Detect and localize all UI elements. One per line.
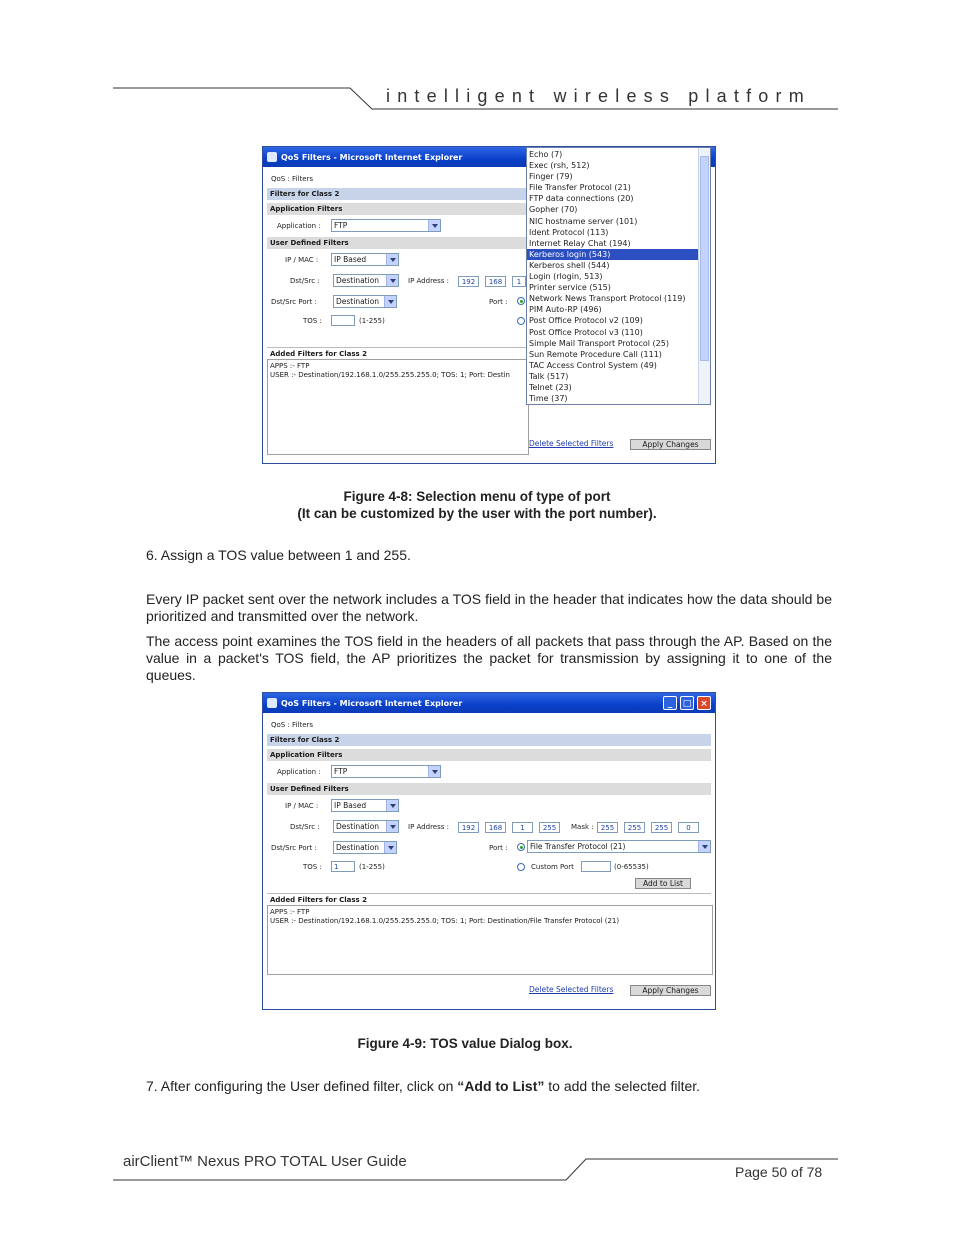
port-radio-list[interactable] [517, 843, 525, 851]
dst-src-label: Dst/Src : [290, 823, 320, 831]
step-7-emphasis: “Add to List” [457, 1078, 545, 1094]
ip-mac-value: IP Based [334, 801, 367, 810]
apply-changes-button[interactable]: Apply Changes [630, 439, 711, 450]
port-option[interactable]: Simple Mail Transport Protocol (25) [529, 338, 669, 348]
dropdown-scrollbar[interactable] [698, 148, 710, 404]
application-filters-heading: Application Filters [267, 203, 711, 215]
dst-src-value: Destination [336, 822, 380, 831]
port-dropdown-list[interactable] [526, 147, 711, 405]
figure1-caption-line1: Figure 4-8: Selection menu of type of port [343, 489, 611, 504]
port-option[interactable]: Kerberos login (543) [527, 249, 710, 260]
user-defined-heading: User Defined Filters [267, 237, 711, 249]
ip-address-label: IP Address : [408, 277, 449, 285]
port-radio-custom[interactable] [517, 317, 525, 325]
dst-src-label: Dst/Src : [290, 277, 320, 285]
port-select[interactable] [527, 840, 711, 853]
ip-mac-select[interactable] [331, 253, 399, 266]
ip-octet-3[interactable]: 1 [512, 276, 526, 287]
minimize-icon[interactable]: _ [663, 696, 677, 710]
port-option[interactable]: Post Office Protocol v3 (110) [529, 327, 643, 337]
tos-input[interactable]: 1 [331, 861, 355, 872]
application-value: FTP [334, 221, 348, 230]
ip-mac-label: IP / MAC : [285, 256, 319, 264]
added-filters-list[interactable] [267, 905, 713, 975]
application-select[interactable] [331, 765, 441, 778]
close-icon[interactable]: × [697, 696, 711, 710]
added-filter-line: APPS :- FTP [270, 362, 310, 370]
add-to-list-button[interactable]: Add to List [635, 878, 691, 889]
port-option[interactable]: NIC hostname server (101) [529, 216, 638, 226]
paragraph-ap-prioritizes: The access point examines the TOS field in the headers of all packets that pass through the AP. Based on the value in a packet's TOS field, the AP prioritizes the packet for transmission by assigning it to one of the queues. [146, 633, 832, 683]
port-option[interactable]: Telnet (23) [529, 382, 572, 392]
footer-page-number: Page 50 of 78 [735, 1164, 823, 1180]
step-7-prefix: 7. After configuring the User defined filter, click on [146, 1078, 458, 1094]
ip-octet-1[interactable]: 192 [458, 822, 479, 833]
header-tagline: intelligent wireless platform [386, 86, 811, 106]
port-option[interactable]: Ident Protocol (113) [529, 227, 609, 237]
dst-src-port-value: Destination [336, 843, 380, 852]
window-titlebar [263, 693, 715, 713]
delete-selected-filters-link[interactable]: Delete Selected Filters [529, 439, 614, 448]
tos-input[interactable] [331, 315, 355, 326]
scrollbar-thumb[interactable] [700, 156, 709, 361]
ip-octet-2[interactable]: 168 [485, 276, 506, 287]
custom-port-label: Custom Port [531, 863, 574, 871]
ip-mac-value: IP Based [334, 255, 367, 264]
dst-src-port-select[interactable] [333, 295, 397, 308]
ip-octet-1[interactable]: 192 [458, 276, 479, 287]
figure1-screenshot [262, 146, 716, 464]
tos-label: TOS : [303, 863, 322, 871]
tos-label: TOS : [303, 317, 322, 325]
port-option[interactable]: PIM Auto-RP (496) [529, 305, 602, 315]
port-option[interactable]: Finger (79) [529, 172, 573, 182]
step-7-suffix: to add the selected filter. [544, 1078, 701, 1094]
chevron-down-icon [698, 841, 710, 852]
port-option[interactable]: FTP data connections (20) [529, 194, 634, 204]
port-label: Port : [489, 298, 508, 306]
ip-octet-4[interactable]: 255 [539, 822, 560, 833]
filters-for-bar: Filters for Class 2 [267, 188, 711, 200]
port-option[interactable]: Echo (7) [529, 150, 563, 159]
added-filter-line: USER :- Destination/192.168.1.0/255.255.255.0; TOS: 1; Port: Destin [270, 371, 510, 379]
added-filters-heading: Added Filters for Class 2 [267, 347, 711, 359]
dst-src-port-label: Dst/Src Port : [271, 844, 317, 852]
custom-port-range: (0-65535) [614, 863, 649, 871]
chevron-down-icon [384, 296, 396, 307]
port-radio-custom[interactable] [517, 863, 525, 871]
apply-changes-button[interactable]: Apply Changes [630, 985, 711, 996]
filters-for-bar: Filters for Class 2 [267, 734, 711, 746]
step-7 [146, 1078, 700, 1094]
dst-src-value: Destination [336, 276, 380, 285]
dst-src-select[interactable] [333, 820, 399, 833]
port-radio-list[interactable] [517, 297, 525, 305]
footer-guide-title: airClient™ Nexus PRO TOTAL User Guide [123, 1153, 407, 1170]
custom-port-input[interactable] [581, 861, 611, 872]
chevron-down-icon [386, 800, 398, 811]
port-option[interactable]: Printer service (515) [529, 283, 611, 293]
tos-range: (1-255) [359, 863, 385, 871]
dst-src-port-value: Destination [336, 297, 380, 306]
port-option[interactable]: Sun Remote Procedure Call (111) [529, 349, 662, 359]
added-filter-line: APPS :- FTP [270, 908, 310, 916]
ip-octet-3[interactable]: 1 [512, 822, 533, 833]
port-option[interactable]: Kerberos shell (544) [529, 260, 610, 270]
dst-src-select[interactable] [333, 274, 399, 287]
mask-label: Mask : [571, 823, 594, 831]
chevron-down-icon [386, 821, 398, 832]
ie-icon [267, 698, 277, 708]
window-title: QoS Filters - Microsoft Internet Explorer [281, 153, 463, 162]
dst-src-port-select[interactable] [333, 841, 397, 854]
port-option[interactable]: File Transfer Protocol (21) [529, 183, 631, 193]
window-title: QoS Filters - Microsoft Internet Explorer [281, 699, 463, 708]
port-label: Port : [489, 844, 508, 852]
added-filters-heading: Added Filters for Class 2 [267, 893, 711, 905]
figure2-caption: Figure 4-9: TOS value Dialog box. [357, 1036, 573, 1051]
application-value: FTP [334, 767, 348, 776]
tos-range: (1-255) [359, 317, 385, 325]
port-option[interactable]: Gopher (70) [529, 205, 578, 215]
application-label: Application : [277, 222, 321, 230]
port-option[interactable]: Talk (517) [529, 371, 569, 381]
ie-icon [267, 152, 277, 162]
added-filters-list[interactable] [267, 359, 529, 455]
application-select[interactable] [331, 219, 441, 232]
port-option[interactable]: Internet Relay Chat (194) [529, 238, 631, 248]
added-filter-line: USER :- Destination/192.168.1.0/255.255.255.0; TOS: 1; Port: Destination/File Transfer Protocol (21) [270, 917, 620, 925]
mask-octet-1[interactable]: 255 [597, 822, 618, 833]
step-6: 6. Assign a TOS value between 1 and 255. [146, 547, 411, 563]
figure2-screenshot [262, 692, 716, 1010]
chevron-down-icon [428, 766, 440, 777]
port-options [527, 148, 710, 404]
chevron-down-icon [386, 275, 398, 286]
mask-octet-2[interactable]: 255 [624, 822, 645, 833]
port-option[interactable]: Time (37) [529, 394, 568, 404]
port-option[interactable]: Post Office Protocol v2 (109) [529, 316, 643, 326]
ip-octet-2[interactable]: 168 [485, 822, 506, 833]
dst-src-port-label: Dst/Src Port : [271, 298, 317, 306]
application-label: Application : [277, 768, 321, 776]
chevron-down-icon [428, 220, 440, 231]
port-option[interactable]: TAC Access Control System (49) [529, 360, 657, 370]
mask-octet-4[interactable]: 0 [678, 822, 699, 833]
mask-octet-3[interactable]: 255 [651, 822, 672, 833]
chevron-down-icon [384, 842, 396, 853]
maximize-icon[interactable]: □ [680, 696, 694, 710]
port-value: File Transfer Protocol (21) [530, 842, 626, 851]
chevron-down-icon [386, 254, 398, 265]
qos-label: QoS : Filters [271, 175, 314, 183]
port-option[interactable]: Exec (rsh, 512) [529, 161, 590, 171]
ip-address-label: IP Address : [408, 823, 449, 831]
qos-label: QoS : Filters [271, 721, 314, 729]
ip-mac-label: IP / MAC : [285, 802, 319, 810]
port-option[interactable]: Network News Transport Protocol (119) [529, 294, 686, 304]
delete-selected-filters-link[interactable]: Delete Selected Filters [529, 985, 614, 994]
application-filters-heading: Application Filters [267, 749, 711, 761]
port-option[interactable]: Login (rlogin, 513) [529, 272, 603, 282]
ip-mac-select[interactable] [331, 799, 399, 812]
figure1-caption-line2: (It can be customized by the user with the port number). [297, 506, 657, 521]
user-defined-heading: User Defined Filters [267, 783, 711, 795]
paragraph-tos-field: Every IP packet sent over the network includes a TOS field in the header that indicates how the data should be prioritized and transmitted over the network. [146, 591, 832, 624]
